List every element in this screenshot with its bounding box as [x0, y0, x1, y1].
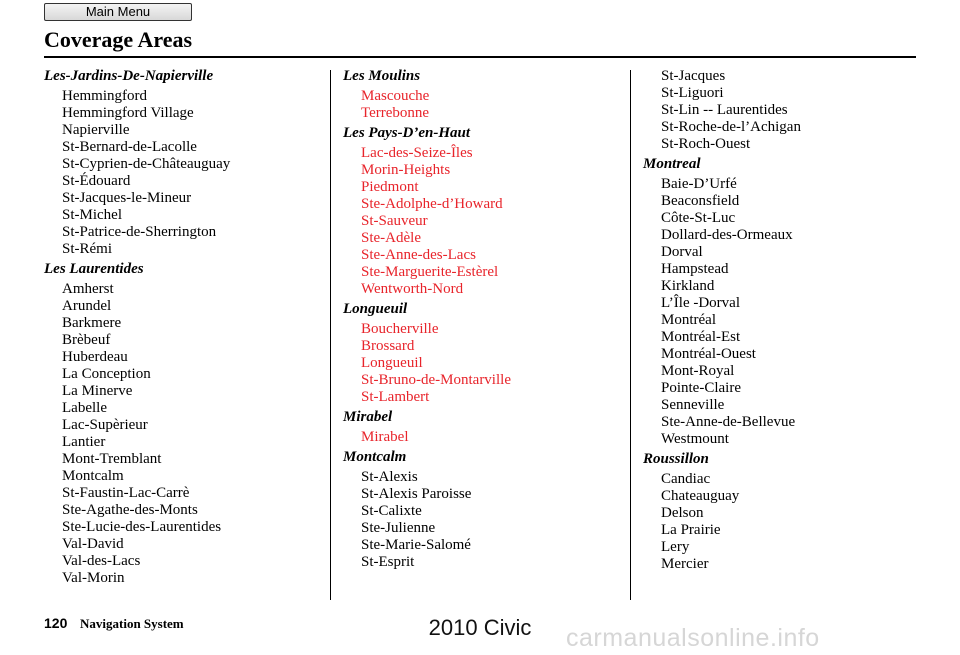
column-2 [343, 68, 623, 571]
column-1 [44, 68, 324, 587]
city-item: Baie-D’Urfé [661, 176, 737, 192]
site-watermark: carmanualsonline.info [566, 624, 820, 652]
city-item: Montréal-Est [661, 329, 741, 345]
city-item: St-Liguori [661, 85, 724, 101]
page-title: Coverage Areas [44, 27, 193, 52]
city-item: Napierville [62, 122, 130, 138]
city-item: Dollard-des-Ormeaux [661, 227, 793, 243]
city-item: St-Rémi [62, 241, 113, 257]
city-item[interactable]: Morin-Heights [361, 162, 451, 178]
main-menu-button[interactable]: Main Menu [44, 3, 192, 21]
city-item: St-Calixte [361, 503, 422, 519]
city-item: St-Alexis Paroisse [361, 486, 472, 502]
city-item: Senneville [661, 397, 725, 413]
city-item[interactable]: St-Sauveur [361, 213, 428, 229]
city-item: Val-des-Lacs [62, 553, 141, 569]
city-item: Hemmingford Village [62, 105, 194, 121]
city-item: St-Édouard [62, 173, 131, 189]
city-item: Ste-Marie-Salomé [361, 537, 471, 553]
city-item: Arundel [62, 298, 112, 314]
city-item: Val-Morin [62, 570, 125, 586]
page-number: 120 [44, 615, 68, 631]
city-item: St-Cyprien-de-Châteauguay [62, 156, 231, 172]
region-heading: Montreal [643, 156, 701, 172]
city-item: Ste-Anne-de-Bellevue [661, 414, 796, 430]
city-item[interactable]: Ste-Anne-des-Lacs [361, 247, 476, 263]
city-item: Hemmingford [62, 88, 147, 104]
city-item: Hampstead [661, 261, 729, 277]
city-item[interactable]: Brossard [361, 338, 415, 354]
region-heading: Les Moulins [343, 68, 421, 84]
region-heading: Mirabel [343, 409, 393, 425]
city-item[interactable]: Ste-Adolphe-d’Howard [361, 196, 503, 212]
city-item: St-Alexis [361, 469, 418, 485]
city-list [643, 471, 923, 573]
city-item[interactable]: St-Lambert [361, 389, 430, 405]
city-item[interactable]: St-Bruno-de-Montarville [361, 372, 511, 388]
city-item[interactable]: Lac-des-Seize-Îles [361, 145, 473, 161]
region-heading: Roussillon [643, 451, 709, 467]
city-item[interactable]: Piedmont [361, 179, 419, 195]
region-heading: Les-Jardins-De-Napierville [44, 68, 214, 84]
city-list [643, 68, 923, 153]
city-item: St-Roche-de-l’Achigan [661, 119, 801, 135]
city-item: St-Bernard-de-Lacolle [62, 139, 197, 155]
section-label: Navigation System [80, 616, 184, 631]
model-watermark: 2010 Civic [428, 615, 532, 640]
city-item: Côte-St-Luc [661, 210, 736, 226]
city-item: La Conception [62, 366, 151, 382]
region-heading: Les Pays-D’en-Haut [343, 125, 471, 141]
region-heading: Longueuil [343, 301, 408, 317]
region-heading: Les Laurentides [44, 261, 144, 277]
city-item: Westmount [661, 431, 729, 447]
city-item[interactable]: Mascouche [361, 88, 430, 104]
city-list [343, 145, 623, 298]
city-item[interactable]: Wentworth-Nord [361, 281, 464, 297]
city-item: Lac-Supèrieur [62, 417, 148, 433]
title-rule [44, 56, 916, 58]
city-item: L’Île -Dorval [661, 295, 740, 311]
city-item: St-Michel [62, 207, 122, 223]
city-item: Montréal-Ouest [661, 346, 756, 362]
city-item: St-Roch-Ouest [661, 136, 751, 152]
city-item: Huberdeau [62, 349, 128, 365]
city-list [343, 469, 623, 571]
city-list [643, 176, 923, 448]
city-item: Dorval [661, 244, 703, 260]
city-item: St-Jacques-le-Mineur [62, 190, 192, 206]
city-item: Ste-Agathe-des-Monts [62, 502, 198, 518]
city-item[interactable]: Ste-Adèle [361, 230, 421, 246]
city-item: Montcalm [62, 468, 124, 484]
city-item[interactable]: Longueuil [361, 355, 423, 371]
city-item: Lantier [62, 434, 106, 450]
city-item: St-Faustin-Lac-Carrè [62, 485, 190, 501]
city-item[interactable]: Terrebonne [361, 105, 430, 121]
city-item: La Prairie [661, 522, 721, 538]
column-divider-2 [630, 70, 631, 600]
city-item: Lery [661, 539, 690, 555]
column-divider-1 [330, 70, 331, 600]
city-item: St-Jacques [661, 68, 726, 84]
city-list [343, 429, 623, 446]
city-item: St-Esprit [361, 554, 415, 570]
city-item: Val-David [62, 536, 124, 552]
city-item: Kirkland [661, 278, 715, 294]
city-item: Candiac [661, 471, 711, 487]
city-item: Barkmere [62, 315, 122, 331]
city-item: Mont-Royal [661, 363, 735, 379]
city-item: La Minerve [62, 383, 133, 399]
city-item: Montréal [661, 312, 716, 328]
city-item: Mont-Tremblant [62, 451, 162, 467]
city-item: Delson [661, 505, 704, 521]
city-item: Pointe-Claire [661, 380, 741, 396]
city-list [44, 281, 324, 587]
city-item[interactable]: Boucherville [361, 321, 439, 337]
city-item: St-Patrice-de-Sherrington [62, 224, 217, 240]
city-item[interactable]: Ste-Marguerite-Estèrel [361, 264, 499, 280]
city-list [343, 88, 623, 122]
city-item: Ste-Julienne [361, 520, 436, 536]
city-item: Chateauguay [661, 488, 740, 504]
city-item: Brèbeuf [62, 332, 111, 348]
city-list [44, 88, 324, 258]
city-item: Amherst [62, 281, 114, 297]
city-item: St-Lin -- Laurentides [661, 102, 788, 118]
city-item: Ste-Lucie-des-Laurentides [62, 519, 222, 535]
city-list [343, 321, 623, 406]
city-item[interactable]: Mirabel [361, 429, 409, 445]
region-heading: Montcalm [343, 449, 407, 465]
column-3 [643, 68, 923, 573]
city-item: Mercier [661, 556, 709, 572]
city-item: Beaconsfield [661, 193, 740, 209]
city-item: Labelle [62, 400, 107, 416]
